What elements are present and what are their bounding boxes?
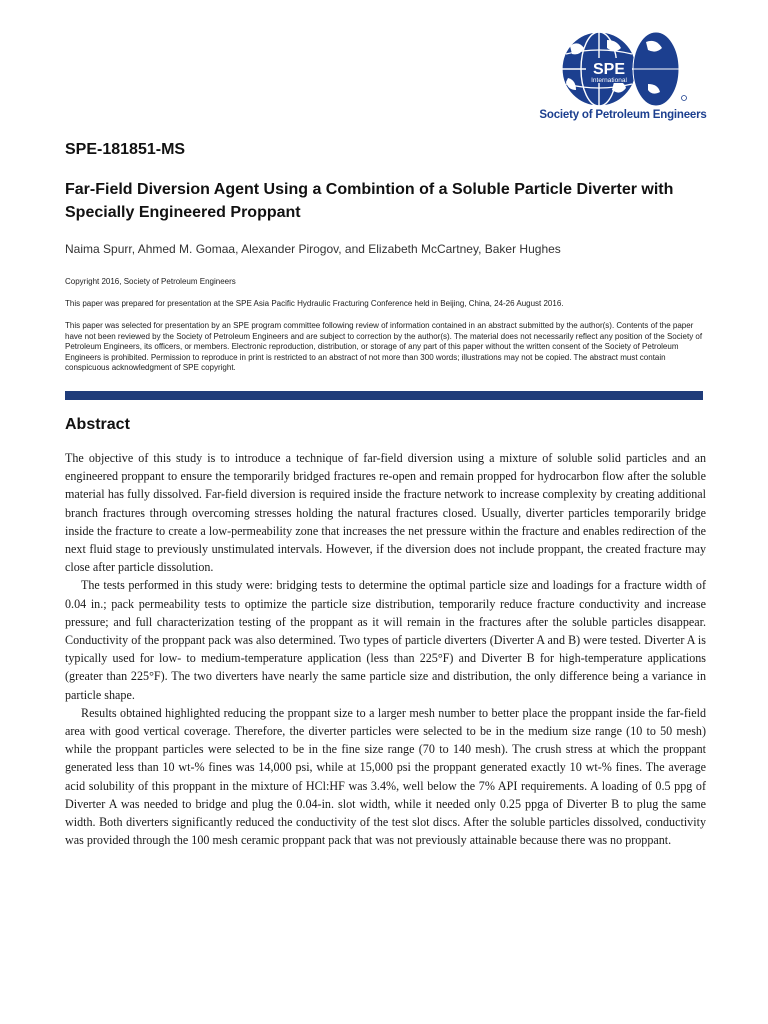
logo-caption: Society of Petroleum Engineers	[539, 109, 707, 121]
logo-globe-subtext: International	[591, 77, 627, 84]
logo-globe-text: SPE	[592, 61, 626, 78]
abstract-paragraph: The tests performed in this study were: bridging tests to determine the optimal particle size and loadings for a fracture width of 0.04 in.; pack permeability tests to optimize the particle size distribution, temporarily reduce fracture conductivity and increase pressure; and full characterization testing of the proppant as it will remain in the fractures after the soluble particles disappear. Conductivity of the proppant pack was also determined. Two types of particle diverters (Diverter A and B) were tested. Diverter A is typically used for low- to medium-temperature application (less than 225°F) and Diverter B for high-temperature applications (greater than 225°F). The two diverters have nearly the same particle size and distribution, the only difference being a variance in particle shape.	[65, 578, 706, 702]
presentation-note: This paper was prepared for presentation at the SPE Asia Pacific Hydraulic Fracturing Conference held in Beijing, China, 24-26 August 2016.	[65, 299, 564, 308]
abstract-paragraph: The objective of this study is to introduce a technique of far-field diversion using a mixture of soluble solid particles and an engineered proppant to ensure the temporarily bridged fractures re-open and remain propped for hydrocarbon flow after the soluble material has fully dissolved. Far-field diversion is required inside the fracture network to increase complexity by creating additional branch fractures through overcoming stresses holding the natural fractures closed. Usually, diverter particles temporarily bridge inside the fracture to create a low-permeability zone that increases the net pressure within the fracture and enables redirection of the next fluid stage to previously unstimulated intervals. However, if the diversion does not include proppant, the created fracture may close after particle dissolution.	[65, 451, 706, 575]
abstract-paragraph: Results obtained highlighted reducing the proppant size to a larger mesh number to better place the proppant inside the far-field area with good vertical coverage. Therefore, the diverter particles were selected to be in the medium size range (10 to 50 mesh) while the proppant particles were selected to be in the fine size range (70 to 140 mesh). The crush stress at which the proppant generated less than 10 wt-% fines was 14,000 psi, while at 15,000 psi the proppant generated exactly 10 wt-% fines. The average acid solubility of this proppant in the mixture of HCl:HF was 3.4%, well below the 7% API requirements. A loading of 0.5 ppg of Diverter A was needed to bridge and plug the 0.04-in. slot width, while it needed only 0.25 ppga of Diverter B to plug the same width. Both diverters significantly reduced the conductivity of the test slot discs. After the soluble particles dissolved, conductivity was provided through the 100 mesh ceramic proppant pack that was not previously attainable because there was no proppant.	[65, 705, 706, 848]
paper-title: Far-Field Diversion Agent Using a Combintion of a Soluble Particle Diverter with Specially Engineered Proppant	[65, 181, 674, 221]
abstract-body	[65, 449, 706, 849]
selection-disclaimer: This paper was selected for presentation by an SPE program committee following review of information contained in an abstract submitted by the author(s). Contents of the paper have not been reviewed by the Society of Petroleum Engineers and are subject to correction by the author(s). The material does not necessarily reflect any position of the Society of Petroleum Engineers, its officers, or members. Electronic reproduction, distribution, or storage of any part of this paper without the written consent of the Society of Petroleum Engineers is prohibited. Permission to reproduce in print is restricted to an abstract of not more than 300 words; illustrations may not be copied. The abstract must contain conspicuous acknowledgment of SPE copyright.	[65, 321, 703, 373]
copyright-notice: Copyright 2016, Society of Petroleum Engineers	[65, 277, 236, 286]
spe-logo	[538, 28, 708, 128]
paper-id: SPE-181851-MS	[65, 141, 186, 158]
globe-icon	[544, 28, 694, 110]
section-divider	[65, 391, 703, 400]
abstract-heading: Abstract	[65, 416, 130, 433]
author-list: Naima Spurr, Ahmed M. Gomaa, Alexander Pirogov, and Elizabeth McCartney, Baker Hughes	[65, 242, 561, 256]
